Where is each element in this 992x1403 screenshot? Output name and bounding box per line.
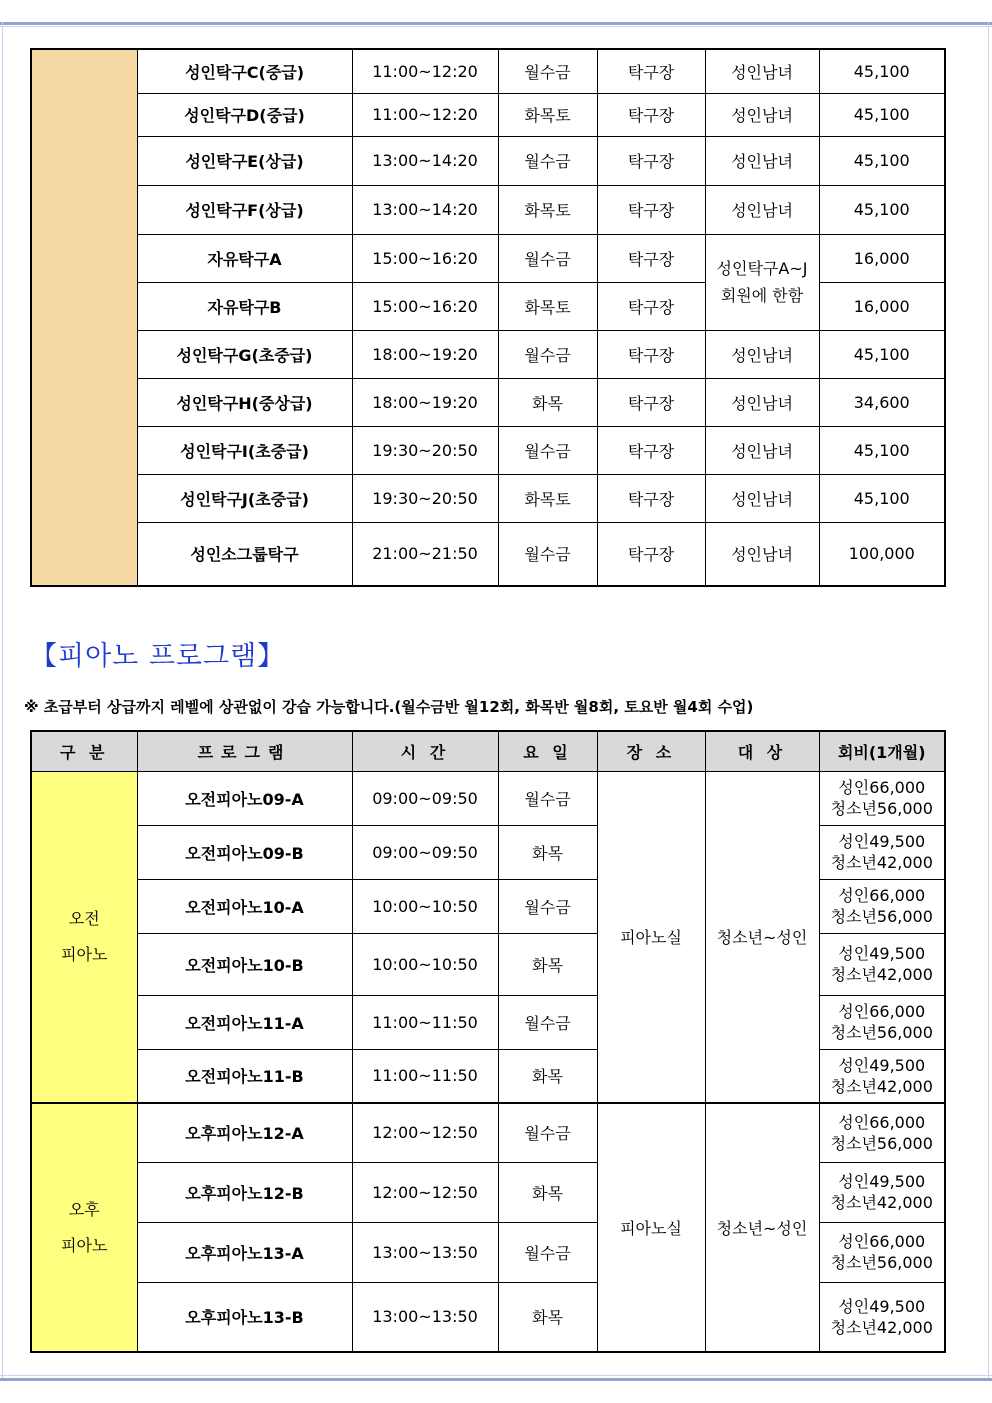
page-border-bottom-inner (0, 1375, 992, 1376)
page-border-top (0, 22, 992, 25)
fee-youth: 청소년42,000 (830, 1076, 933, 1096)
class-fee (819, 1162, 945, 1222)
class-target: 성인남녀 (705, 330, 819, 378)
table-tennis-table (30, 48, 946, 587)
class-fee (819, 1222, 945, 1282)
class-time: 13:00~13:50 (352, 1282, 498, 1352)
fee-adult: 성인49,500 (838, 1055, 926, 1075)
class-days: 화목 (498, 1162, 597, 1222)
piano-section-heading: 【피아노 프로그램】 (30, 641, 286, 672)
class-time: 12:00~12:50 (352, 1103, 498, 1162)
class-target: 성인남녀 (705, 426, 819, 474)
class-days: 화목토 (498, 93, 597, 136)
class-time: 13:00~14:20 (352, 136, 498, 185)
program-name: 자유탁구A (137, 234, 352, 282)
program-name: 성인탁구H(중상급) (137, 378, 352, 426)
fee-youth: 청소년42,000 (830, 1193, 933, 1212)
table-row (31, 136, 945, 185)
class-fee (819, 933, 945, 995)
program-name: 성인탁구D(중급) (137, 93, 352, 136)
class-time: 18:00~19:20 (352, 330, 498, 378)
header-fee: 회비(1개월) (819, 731, 945, 771)
class-fee (819, 771, 945, 825)
class-place: 탁구장 (597, 474, 705, 522)
class-time: 15:00~16:20 (352, 234, 498, 282)
fee-adult: 성인49,500 (838, 1296, 926, 1316)
class-target-members-only (705, 234, 819, 330)
fee-youth: 청소년56,000 (830, 1023, 933, 1042)
table-row (31, 378, 945, 426)
class-fee: 45,100 (819, 136, 945, 185)
fee-adult: 성인66,000 (838, 1232, 926, 1251)
table-row (31, 1103, 945, 1162)
fee-adult: 성인66,000 (838, 886, 926, 905)
program-name: 성인탁구I(초중급) (137, 426, 352, 474)
header-program: 프로그램 (137, 731, 352, 771)
program-name: 오전피아노09-B (137, 825, 352, 879)
category-afternoon-piano (31, 1103, 137, 1352)
class-time: 11:00~12:20 (352, 93, 498, 136)
program-name: 오후피아노13-B (137, 1282, 352, 1352)
program-name: 오전피아노11-A (137, 995, 352, 1049)
program-name: 오전피아노10-B (137, 933, 352, 995)
page-border-top-inner (0, 26, 992, 27)
class-fee: 45,100 (819, 93, 945, 136)
page-border-left (2, 22, 3, 1381)
page-border-right (988, 22, 989, 1381)
piano-table (30, 730, 946, 1353)
class-place: 탁구장 (597, 185, 705, 234)
fee-adult: 성인66,000 (838, 1002, 926, 1021)
program-name: 성인탁구F(상급) (137, 185, 352, 234)
fee-youth: 청소년42,000 (830, 1317, 933, 1337)
class-target: 성인남녀 (705, 522, 819, 586)
class-days: 월수금 (498, 1103, 597, 1162)
class-days: 화목 (498, 1282, 597, 1352)
class-fee (819, 825, 945, 879)
fee-adult: 성인49,500 (838, 944, 926, 963)
class-fee: 45,100 (819, 330, 945, 378)
class-fee (819, 1282, 945, 1352)
table-row (31, 771, 945, 825)
header-time: 시 간 (352, 731, 498, 771)
fee-youth: 청소년56,000 (830, 799, 933, 818)
class-fee (819, 1049, 945, 1103)
class-time: 10:00~10:50 (352, 879, 498, 933)
class-time: 19:30~20:50 (352, 474, 498, 522)
class-days: 화목 (498, 1049, 597, 1103)
program-name: 오전피아노10-A (137, 879, 352, 933)
class-target: 성인남녀 (705, 474, 819, 522)
class-target: 성인남녀 (705, 93, 819, 136)
program-name: 성인탁구J(초중급) (137, 474, 352, 522)
program-name: 성인탁구C(중급) (137, 49, 352, 93)
category-morning-piano (31, 771, 137, 1103)
class-days: 화목 (498, 933, 597, 995)
page-border-bottom (0, 1378, 992, 1381)
program-name: 오후피아노12-A (137, 1103, 352, 1162)
class-place: 탁구장 (597, 282, 705, 330)
table-row (31, 522, 945, 586)
class-time: 10:00~10:50 (352, 933, 498, 995)
class-days: 월수금 (498, 234, 597, 282)
program-name: 성인탁구G(초중급) (137, 330, 352, 378)
class-place: 탁구장 (597, 93, 705, 136)
class-fee (819, 879, 945, 933)
class-time: 21:00~21:50 (352, 522, 498, 586)
class-time: 09:00~09:50 (352, 825, 498, 879)
program-name: 오후피아노12-B (137, 1162, 352, 1222)
class-place: 탁구장 (597, 234, 705, 282)
class-time: 12:00~12:50 (352, 1162, 498, 1222)
class-target: 성인남녀 (705, 49, 819, 93)
fee-youth: 청소년42,000 (830, 853, 933, 872)
program-name: 오전피아노09-A (137, 771, 352, 825)
fee-youth: 청소년42,000 (830, 965, 933, 984)
table-row (31, 474, 945, 522)
category-line: 오후 (68, 1199, 100, 1219)
class-time: 11:00~11:50 (352, 1049, 498, 1103)
category-cell (31, 49, 137, 586)
fee-youth: 청소년56,000 (830, 907, 933, 926)
category-line: 피아노 (61, 1235, 108, 1255)
class-target: 청소년~성인 (705, 771, 819, 1103)
class-fee: 45,100 (819, 185, 945, 234)
fee-youth: 청소년56,000 (830, 1133, 933, 1153)
class-fee: 16,000 (819, 234, 945, 282)
class-days: 월수금 (498, 771, 597, 825)
table-row (31, 426, 945, 474)
class-days: 월수금 (498, 1222, 597, 1282)
header-place: 장 소 (597, 731, 705, 771)
class-time: 13:00~13:50 (352, 1222, 498, 1282)
class-place: 탁구장 (597, 378, 705, 426)
class-days: 월수금 (498, 426, 597, 474)
class-time: 19:30~20:50 (352, 426, 498, 474)
class-time: 15:00~16:20 (352, 282, 498, 330)
class-fee: 100,000 (819, 522, 945, 586)
class-days: 화목토 (498, 185, 597, 234)
table-row (31, 234, 945, 282)
class-days: 월수금 (498, 879, 597, 933)
class-target: 청소년~성인 (705, 1103, 819, 1352)
header-days: 요 일 (498, 731, 597, 771)
table-header-row (31, 731, 945, 771)
class-place: 피아노실 (597, 771, 705, 1103)
fee-adult: 성인49,500 (838, 832, 926, 851)
class-days: 월수금 (498, 522, 597, 586)
header-target: 대 상 (705, 731, 819, 771)
class-time: 11:00~12:20 (352, 49, 498, 93)
class-fee: 45,100 (819, 49, 945, 93)
class-time: 09:00~09:50 (352, 771, 498, 825)
class-days: 월수금 (498, 330, 597, 378)
class-target: 성인남녀 (705, 185, 819, 234)
piano-notice: ※ 초급부터 상급까지 레벨에 상관없이 강습 가능합니다.(월수금반 월12회, 화목반 월8회, 토요반 월4회 수업) (24, 698, 754, 716)
class-place: 탁구장 (597, 330, 705, 378)
class-place: 탁구장 (597, 426, 705, 474)
class-place: 탁구장 (597, 49, 705, 93)
header-category: 구 분 (31, 731, 137, 771)
class-target: 성인남녀 (705, 136, 819, 185)
class-fee: 16,000 (819, 282, 945, 330)
class-days: 월수금 (498, 995, 597, 1049)
fee-youth: 청소년56,000 (830, 1253, 933, 1272)
class-place: 피아노실 (597, 1103, 705, 1352)
fee-adult: 성인49,500 (838, 1172, 926, 1191)
table-row (31, 93, 945, 136)
class-fee (819, 1103, 945, 1162)
target-line: 회원에 한함 (720, 286, 804, 305)
class-days: 월수금 (498, 49, 597, 93)
program-name: 오후피아노13-A (137, 1222, 352, 1282)
class-time: 13:00~14:20 (352, 185, 498, 234)
class-days: 월수금 (498, 136, 597, 185)
class-days: 화목토 (498, 474, 597, 522)
class-fee: 45,100 (819, 474, 945, 522)
class-days: 화목토 (498, 282, 597, 330)
fee-adult: 성인66,000 (838, 778, 926, 797)
class-place: 탁구장 (597, 522, 705, 586)
class-target: 성인남녀 (705, 378, 819, 426)
category-line: 오전 (68, 908, 100, 928)
class-fee: 45,100 (819, 426, 945, 474)
table-row (31, 49, 945, 93)
fee-adult: 성인66,000 (838, 1112, 926, 1132)
class-days: 화목 (498, 378, 597, 426)
program-name: 오전피아노11-B (137, 1049, 352, 1103)
table-row (31, 330, 945, 378)
program-name: 자유탁구B (137, 282, 352, 330)
target-line: 성인탁구A~J (716, 259, 808, 278)
table-row (31, 185, 945, 234)
class-fee (819, 995, 945, 1049)
class-time: 11:00~11:50 (352, 995, 498, 1049)
class-place: 탁구장 (597, 136, 705, 185)
class-time: 18:00~19:20 (352, 378, 498, 426)
program-name: 성인소그룹탁구 (137, 522, 352, 586)
class-fee: 34,600 (819, 378, 945, 426)
category-line: 피아노 (61, 944, 108, 964)
program-name: 성인탁구E(상급) (137, 136, 352, 185)
class-days: 화목 (498, 825, 597, 879)
